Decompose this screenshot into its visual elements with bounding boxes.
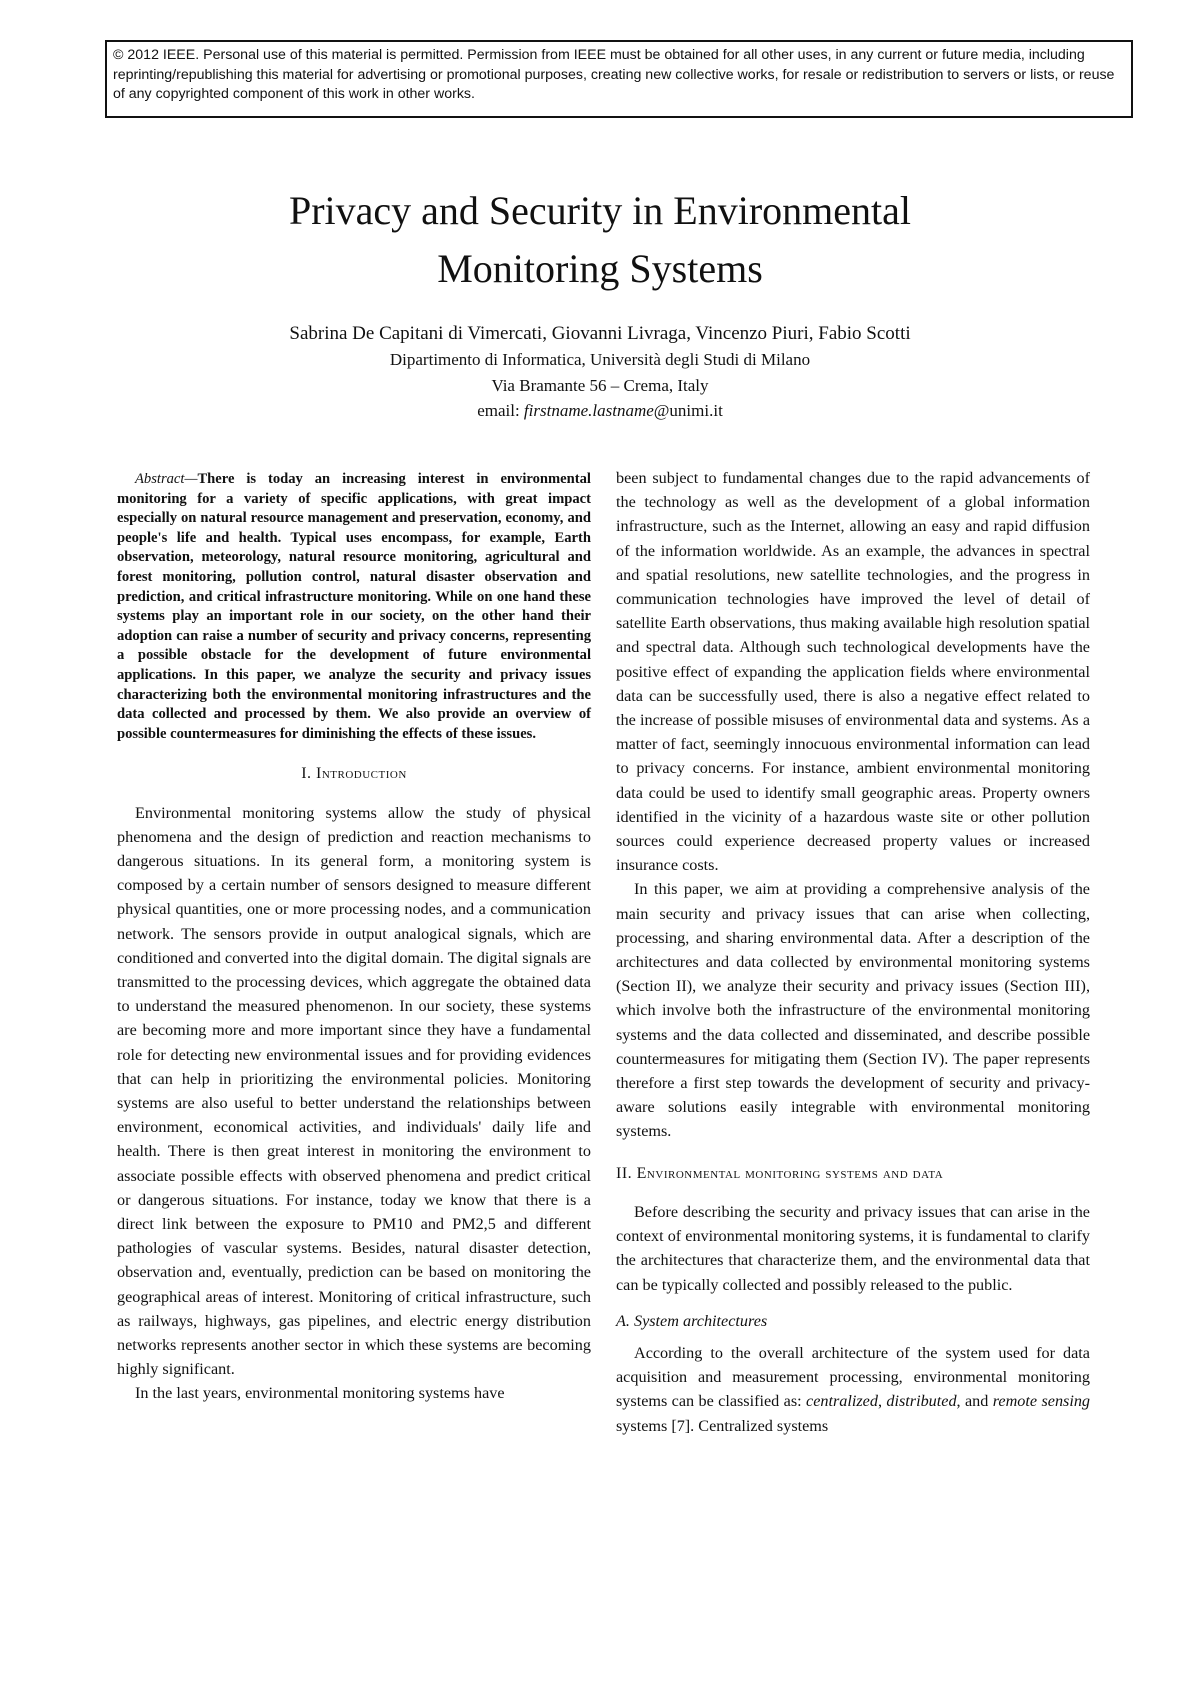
subsection-heading-a: A. System architectures — [616, 1311, 768, 1330]
right-column — [616, 466, 1090, 1438]
section-heading-introduction: I. Introduction — [301, 765, 407, 783]
intro-paragraph-3: In this paper, we aim at providing a comprehensive analysis of the main security and privacy issues that can arise when collecting, processing, and sharing environmental data. After a description of the architectures and data collected by environmental monitoring systems (Section II), we analyze their security and privacy issues (Section III), which involve both the infrastructure of the environmental monitoring systems and the data collected and disseminated, and describe possible countermeasures for mitigating them (Section IV). The paper represents therefore a first step towards the development of security and privacy-aware solutions easily integrable with environmental monitoring systems. — [616, 880, 1090, 1141]
email-domain: @unimi.it — [653, 401, 723, 420]
section-heading-2: II. Environmental monitoring systems and data — [616, 1164, 944, 1182]
separator-1: , — [877, 1392, 887, 1411]
abstract — [117, 470, 591, 744]
title-line-2: Monitoring Systems — [437, 246, 763, 291]
email-name: firstname.lastname — [523, 401, 654, 420]
architecture-text-end: systems [7]. Centralized systems — [616, 1416, 829, 1435]
term-centralized: centralized — [806, 1392, 878, 1411]
term-distributed: distributed — [886, 1392, 957, 1411]
intro-continuation: been subject to fundamental changes due to the rapid advancements of the technology as well as the development of a global information infrastructure, such as the Internet, allowing an easy and rapid diffusion of the information worldwide. As an example, the advances in spectral and spatial resolutions, new satellite technologies, and the progress in communication technologies have improved the level of detail of satellite Earth observations, thus making available high resolution spatial and spectral data. Although such technological developments have the positive effect of expanding the application fields where environmental data can be successfully used, there is also a negative effect related to the increase of possible misuses of environmental data and systems. As a matter of fact, seemingly innocuous environmental information can lead to privacy concerns. For instance, ambient environmental monitoring data could be used to identify small geographic areas. Property owners identified in the vicinity of a hazardous waste site or other pollution sources could experience decreased property values or increased insurance costs. — [616, 469, 1090, 875]
paper-title — [100, 182, 1100, 298]
intro-paragraph-2: In the last years, environmental monitoring systems have — [135, 1384, 505, 1403]
copyright-notice: © 2012 IEEE. Personal use of this material is permitted. Permission from IEEE must be obtained for all other uses, in any current or future media, including reprinting/republishing this material for advertising or promotional purposes, creating new collective works, for resale or redistribution to servers or lists, or reuse of any copyrighted component of this work in other works. — [105, 40, 1133, 118]
architecture-text-start: According to the overall architecture of the system used for data acquisition and measurement processing, environmental monitoring systems can be classified as: — [616, 1343, 1090, 1411]
term-remote-sensing: remote sensing — [992, 1392, 1091, 1411]
abstract-lead: Abstract— — [135, 471, 198, 487]
left-column — [117, 470, 591, 1406]
affiliation-address: Via Bramante 56 – Crema, Italy — [491, 376, 709, 395]
abstract-text: There is today an increasing interest in environmental monitoring for a variety of specific applications, with great impact especially on natural resource management and preservation, economy, and people's life and health. Typical uses encompass, for example, Earth observation, meteorology, natural resource monitoring, agricultural and forest monitoring, pollution control, natural disaster observation and prediction, and critical infrastructure monitoring. While on one hand these systems play an important role in our society, on the other hand their adoption can raise a number of security and privacy concerns, representing a possible obstacle for the development of future environmental applications. In this paper, we analyze the security and privacy issues characterizing both the environmental monitoring infrastructures and the data collected and processed by them. We also provide an overview of possible countermeasures for diminishing the effects of these issues. — [117, 471, 591, 742]
author-list: Sabrina De Capitani di Vimercati, Giovanni Livraga, Vincenzo Piuri, Fabio Scotti — [289, 323, 911, 344]
intro-paragraph-1: Environmental monitoring systems allow the study of physical phenomena and the design of prediction and reaction mechanisms to dangerous situations. In its general form, a monitoring system is composed by a certain number of sensors designed to measure different physical quantities, one or more processing nodes, and a communication network. The sensors provide in output analogical signals, which are conditioned and converted into the digital domain. The digital signals are transmitted to the processing devices, which aggregate the obtained data to understand the measured phenomenon. In our society, these systems are becoming more and more important since they have a fundamental role for detecting new environmental issues and for providing evidences that can help in prioritizing the environmental policies. Monitoring systems are also useful to better understand the relationships between environment, economical activities, and individuals' daily life and health. There is then great interest in monitoring the environment to associate possible effects with observed phenomena and predict critical or dangerous situations. For instance, today we know that there is a direct link between the exposure to PM10 and PM2,5 and different pathologies of vascular systems. Besides, natural disaster detection, observation and, eventually, prediction can be based on monitoring the geographical areas of interest. Monitoring of critical infrastructure, such as railways, highways, gas pipelines, and electric energy distribution networks represents another sector in which these systems are becoming highly significant. — [117, 803, 591, 1379]
section-2a-paragraph-1 — [616, 1341, 1090, 1438]
affiliation-email — [100, 399, 1100, 423]
title-line-1: Privacy and Security in Environmental — [288, 188, 912, 233]
separator-2: , and — [956, 1392, 993, 1411]
section-2-paragraph-1: Before describing the security and privacy issues that can arise in the context of environmental monitoring systems, it is fundamental to clarify the architectures that characterize them, and the environmental data that can be typically collected and possibly released to the public. — [616, 1202, 1090, 1294]
affiliation-dept: Dipartimento di Informatica, Università degli Studi di Milano — [389, 350, 811, 369]
email-prefix: email: — [477, 401, 524, 420]
